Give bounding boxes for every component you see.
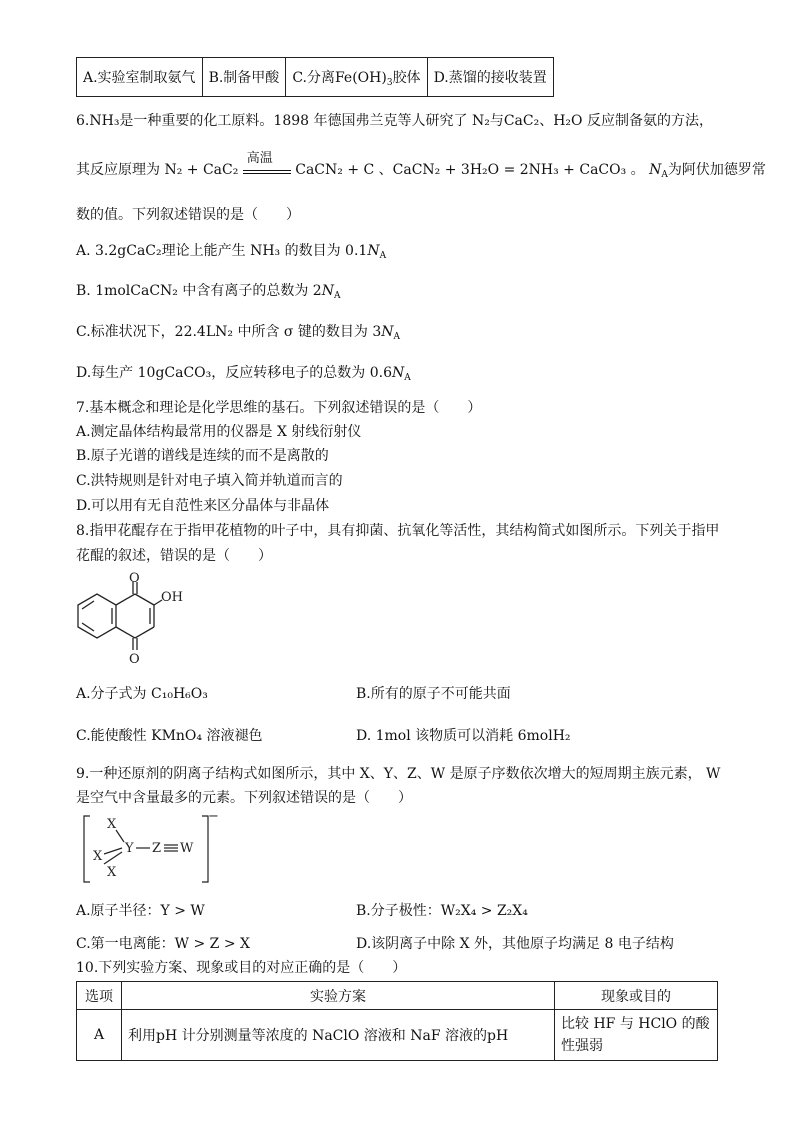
q6-option-d: D.每生产 10gCaCO₃，反应转移电子的总数为 $0.6N_A$ [76, 365, 411, 383]
q9-option-a: A.原子半径：Y > W [76, 903, 205, 919]
q6-stem-line3: 数的值。下列叙述错误的是（ ） [76, 207, 300, 223]
q10-stem: 10.下列实验方案、现象或目的对应正确的是（ ） [76, 960, 407, 976]
q10-header-option: 选项 [77, 982, 122, 1010]
q8-option-b: B.所有的原子不可能共面 [356, 686, 511, 702]
charge-sign: − [208, 809, 219, 824]
table-row-purpose: 比较 HF 与 HClO 的酸性强弱 [555, 1010, 718, 1061]
option-c-cell: C.分离$Fe(OH)_3$胶体 [286, 58, 427, 97]
q10-header-plan: 实验方案 [122, 982, 555, 1010]
q8-stem-line2: 花醌的叙述，错误的是（ ） [76, 548, 272, 564]
q10-header-purpose: 现象或目的 [555, 982, 718, 1010]
q8-stem-line1: 8.指甲花醌存在于指甲花植物的叶子中，具有抑菌、抗氧化等活性，其结构简式如图所示。下列关于指甲 [76, 523, 720, 539]
q8-option-a: A.分子式为 C₁₀H₆O₃ [76, 686, 208, 702]
q7-option-b: B.原子光谱的谱线是连续的而不是离散的 [76, 448, 329, 464]
carbonyl-o-bottom: O [129, 652, 140, 667]
q7-option-a: A.测定晶体结构最常用的仪器是 X 射线衍射仪 [76, 424, 362, 440]
q10-table [76, 981, 718, 1061]
q6-option-b: B. 1molCaCN₂ 中含有离子的总数为 $2N_A$ [76, 283, 341, 301]
atom-x-top: X [107, 817, 117, 832]
lawsone-structure-figure [70, 571, 183, 672]
atom-x-bottom: X [107, 865, 117, 880]
q6-stem-line2: 其反应原理为 N₂ + CaC₂ 高温 CaCN₂ + C 、CaCN₂ + 3H₂O = 2NH₃ + CaCO₃ 。 $N_A$为阿伏加德罗常 [76, 151, 766, 180]
q7-option-d: D.可以用有无自范性来区分晶体与非晶体 [76, 498, 330, 514]
table-row-plan: 利用pH 计分别测量等浓度的 NaClO 溶液和 NaF 溶液的pH [122, 1010, 555, 1061]
table-row-option: A [77, 1010, 122, 1061]
q9-option-d: D.该阴离子中除 X 外，其他原子均满足 8 电子结构 [356, 936, 674, 952]
q9-option-c: C.第一电离能：W > Z > X [76, 936, 251, 952]
atom-w: W [180, 841, 194, 856]
atom-z: Z [152, 841, 162, 856]
option-b-cell: B.制备甲酸 [202, 58, 286, 97]
q9-stem-line2: 是空气中含量最多的元素。下列叙述错误的是（ ） [76, 790, 412, 806]
reaction-condition-arrow: 高温 [243, 160, 291, 180]
q6-option-c: C.标准状况下，22.4LN₂ 中所含 σ 键的数目为 $3N_A$ [76, 324, 401, 342]
atom-y: Y [125, 841, 134, 856]
atom-x-left: X [93, 849, 103, 864]
q9-option-b: B.分子极性：W₂X₄ > Z₂X₄ [356, 903, 528, 919]
option-a-cell: A.实验室制取氨气 [77, 58, 203, 97]
hydroxyl-label: OH [161, 590, 183, 605]
q8-option-c: C.能使酸性 KMnO₄ 溶液褪色 [76, 728, 263, 744]
q6-option-a: A. 3.2gCaC₂理论上能产生 NH₃ 的数目为 $0.1N_A$ [76, 243, 387, 261]
q8-option-d: D. 1mol 该物质可以消耗 6molH₂ [356, 728, 571, 744]
q7-option-c: C.洪特规则是针对电子填入简并轨道而言的 [76, 473, 343, 489]
q7-stem: 7.基本概念和理论是化学思维的基石。下列叙述错误的是（ ） [76, 400, 482, 416]
q9-stem-line1: 9.一种还原剂的阴离子结构式如图所示，其中 X、Y、Z、W 是原子序数依次增大的短周期主族元素， W [76, 766, 721, 782]
q6-stem-line1: 6.NH₃是一种重要的化工原料。1898 年德国弗兰克等人研究了 N₂与CaC₂、H₂O 反应制备氨的方法， [76, 113, 713, 129]
anion-structure-figure [80, 809, 220, 887]
option-d-cell: D.蒸馏的接收装置 [427, 58, 553, 97]
carbonyl-o-top: O [129, 571, 140, 586]
apparatus-options-table [76, 57, 554, 97]
